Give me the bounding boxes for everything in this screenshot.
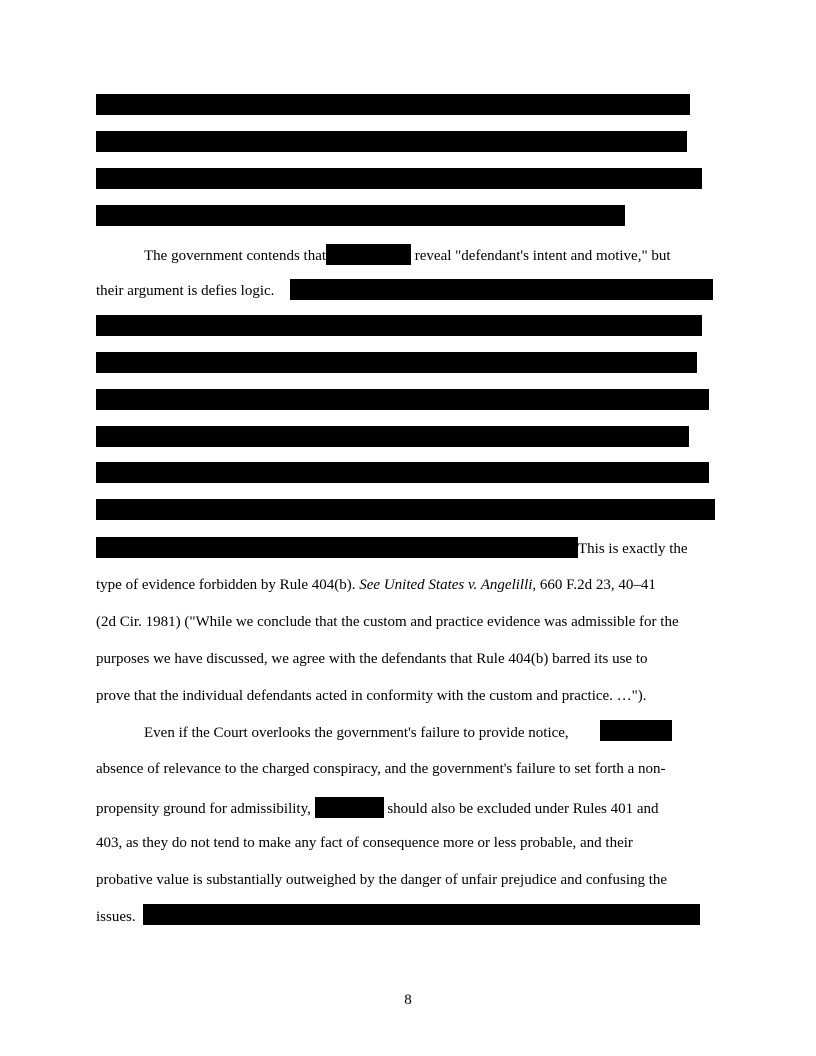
text-segment: absence of relevance to the charged conspiracy, and the government's failure to set forth a non- (96, 761, 666, 777)
body-text-line (96, 282, 274, 300)
redaction-bar (96, 315, 702, 336)
text-segment: probative value is substantially outweighed by the danger of unfair prejudice and confusing the (96, 872, 668, 888)
case-citation: See United States v. Angelilli (359, 577, 533, 593)
redaction-bar (96, 352, 697, 373)
body-text-line (144, 244, 670, 262)
body-text-line (96, 908, 136, 926)
text-segment: issues. (96, 909, 136, 925)
redaction-bar (290, 279, 713, 300)
body-text-line (96, 797, 659, 815)
redaction-bar (96, 168, 702, 189)
redaction-bar (143, 904, 700, 925)
text-segment: type of evidence forbidden by Rule 404(b). (96, 577, 360, 593)
body-text-line (96, 613, 679, 631)
redaction-bar (600, 720, 672, 741)
body-text-line (96, 834, 633, 852)
page-number: 8 (404, 992, 412, 1008)
body-text-line (96, 871, 667, 889)
redaction-bar (96, 426, 689, 447)
body-text-line (96, 687, 647, 705)
body-text-line (96, 760, 666, 778)
redaction-bar (96, 537, 578, 558)
text-segment: should also be excluded under Rules 401 and (383, 801, 659, 817)
text-segment: 403, as they do not tend to make any fact of consequence more or less probable, and their (96, 835, 633, 851)
text-segment: Even if the Court overlooks the government's failure to provide notice, (144, 725, 569, 741)
redaction-bar (96, 205, 625, 226)
text-segment: The government contends that (144, 248, 327, 264)
text-segment: This is exactly the (578, 541, 688, 557)
redaction-inline (315, 797, 384, 818)
text-segment: (2d Cir. 1981) ("While we conclude that the custom and practice evidence was admissible for the (96, 614, 679, 630)
body-text-line (96, 576, 656, 594)
body-text-line (578, 540, 688, 558)
text-segment: propensity ground for admissibility, (96, 801, 315, 817)
text-segment: reveal "defendant's intent and motive," but (411, 248, 671, 264)
text-segment: their argument is defies logic. (96, 283, 275, 299)
text-segment: , 660 F.2d 23, 40–41 (532, 577, 656, 593)
body-text-line (144, 724, 569, 742)
text-segment: prove that the individual defendants acted in conformity with the custom and practice. …"). (96, 688, 647, 704)
redaction-bar (96, 462, 709, 483)
redaction-bar (96, 499, 715, 520)
text-segment: purposes we have discussed, we agree with the defendants that Rule 404(b) barred its use to (96, 651, 648, 667)
redaction-bar (96, 131, 687, 152)
redaction-bar (96, 389, 709, 410)
body-text-line (96, 650, 648, 668)
redaction-inline (326, 244, 411, 265)
redaction-bar (96, 94, 690, 115)
